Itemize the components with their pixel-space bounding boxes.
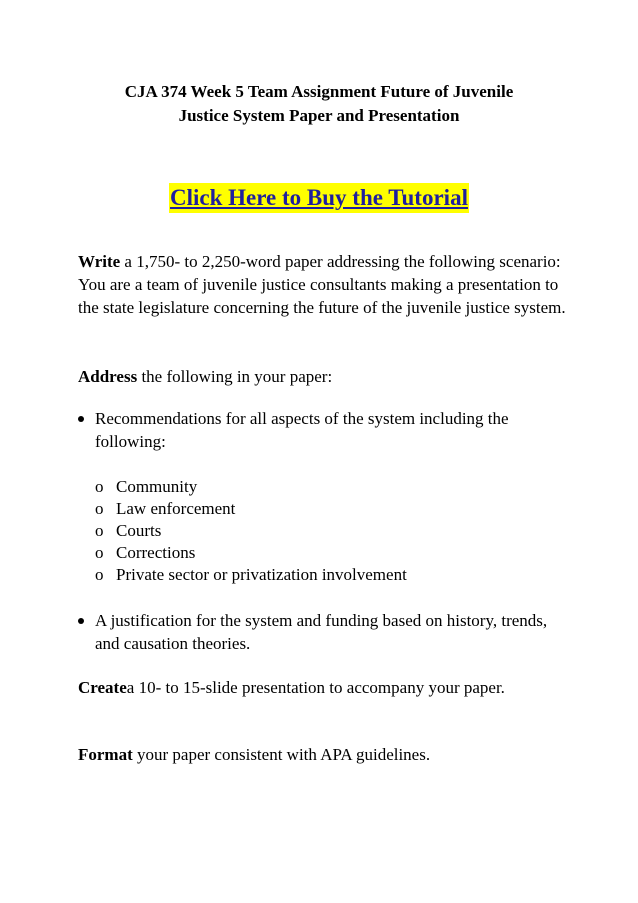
write-lead: Write: [78, 252, 121, 271]
sub-list-item: o Community: [95, 477, 198, 496]
sub-list-item: o Courts: [95, 521, 162, 540]
bullet-dot-icon: [78, 416, 84, 422]
bullet-dot-icon: [78, 618, 84, 624]
circle-bullet-icon: o: [95, 565, 104, 584]
address-text: the following in your paper:: [137, 367, 333, 386]
write-text: a 1,750- to 2,250-word paper addressing the following scenario: You are a team of juvenile justice consultants making a presentation to the state legislature concerning the future of the juvenile justice system.: [78, 252, 566, 317]
bullet-text: Recommendations for all aspects of the system including the following:: [95, 409, 509, 451]
sub-list-item: o Corrections: [95, 543, 196, 562]
circle-bullet-icon: o: [95, 499, 104, 518]
write-paragraph: [78, 250, 568, 319]
bullet-item-recommendations: [78, 407, 568, 453]
create-text: a 10- to 15-slide presentation to accompany your paper.: [126, 678, 505, 697]
circle-bullet-icon: o: [95, 521, 104, 540]
sub-list-item: o Law enforcement: [95, 499, 236, 518]
address-paragraph: [78, 365, 568, 388]
sub-list-item: o Private sector or privatization involvement: [95, 565, 407, 584]
title-line-1: CJA 374 Week 5 Team Assignment Future of Juvenile: [124, 82, 514, 101]
bullet-text: A justification for the system and funding based on history, trends, and causation theories.: [95, 611, 548, 653]
create-lead: Create: [78, 678, 127, 697]
cta-container: [0, 183, 638, 213]
buy-tutorial-link[interactable]: Click Here to Buy the Tutorial: [169, 183, 469, 213]
format-paragraph: [78, 743, 568, 766]
address-lead: Address: [78, 367, 138, 386]
circle-bullet-icon: o: [95, 543, 104, 562]
bullet-item-justification: [78, 609, 568, 655]
title-line-2: Justice System Paper and Presentation: [178, 106, 460, 125]
circle-bullet-icon: o: [95, 477, 104, 496]
format-text: your paper consistent with APA guidelines.: [132, 745, 431, 764]
format-lead: Format: [78, 745, 133, 764]
sub-list: [95, 476, 565, 586]
create-paragraph: [78, 676, 568, 699]
page-title: [40, 80, 598, 128]
